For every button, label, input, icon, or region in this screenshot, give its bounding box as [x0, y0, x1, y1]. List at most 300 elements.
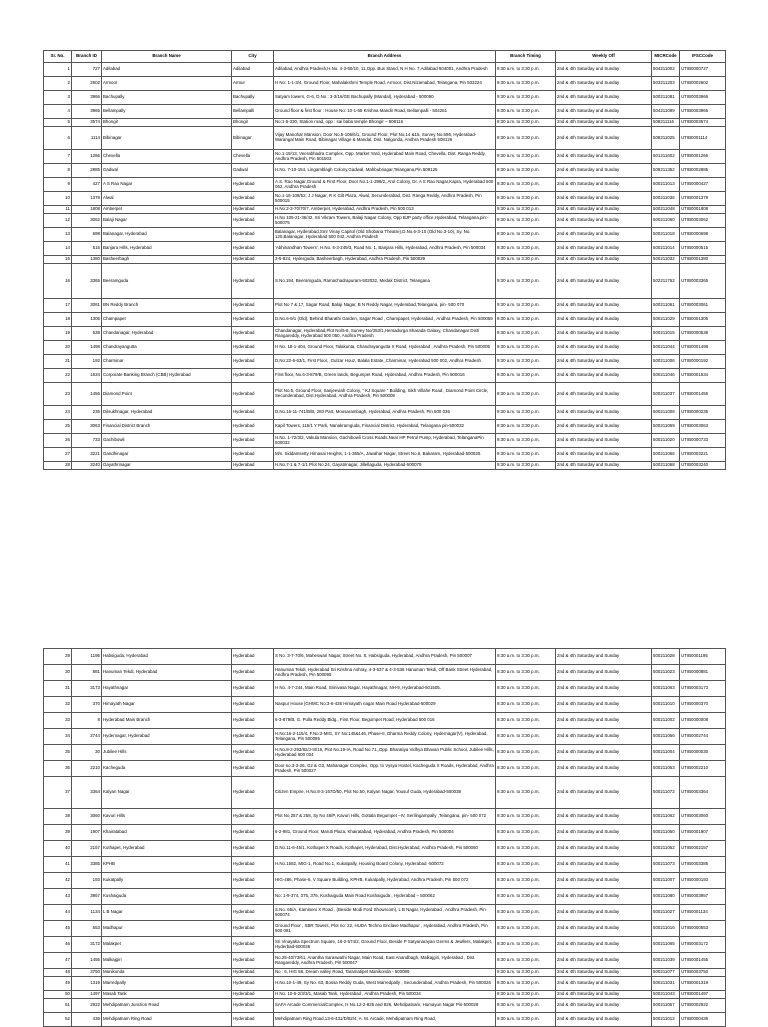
branch-address-cell: No:1-5-330, Station road, opp : sai baba temple Bhongir – 508116	[274, 119, 496, 127]
sr-no-cell: 47	[44, 953, 72, 969]
sr-no-cell: 45	[44, 921, 72, 937]
branch-address-cell: First floor, No.6-3-879/B, Green lands, Begumpet Road, Hyderabad, Andhra Pradesh, Pin 500016	[274, 369, 496, 383]
micr-code-cell: 500211044	[652, 341, 680, 355]
weekly-off-cell: 2nd & 4th Saturday and Sunday	[556, 420, 652, 434]
city-cell: Hyderabad	[232, 681, 274, 697]
branch-timing-cell: 9:30 a.m. to 3:30 p.m.	[496, 63, 556, 77]
weekly-off-cell: 2nd & 4th Saturday and Sunday	[556, 953, 652, 969]
sr-no-cell: 17	[44, 299, 72, 313]
sr-no-cell: 11	[44, 206, 72, 214]
branch-id-cell: 3063	[72, 420, 102, 434]
sr-no-cell: 28	[44, 462, 72, 470]
branch-id-cell: 436	[72, 1013, 102, 1027]
table-row	[44, 434, 726, 448]
branch-id-cell: 1497	[72, 991, 102, 999]
branch-id-cell: 2210	[72, 761, 102, 777]
weekly-off-cell: 2nd & 4th Saturday and Sunday	[556, 178, 652, 192]
micr-code-cell: 500211059	[652, 420, 680, 434]
city-cell: Hyderabad	[232, 264, 274, 299]
table-row	[44, 937, 726, 953]
micr-code-cell: 500211063	[652, 681, 680, 697]
branch-timing-cell: 9:30 a.m. to 3:30 p.m.	[496, 91, 556, 105]
sr-no-cell: 2	[44, 77, 72, 91]
branch-timing-cell: 9:30 a.m. to 3:30 p.m.	[496, 857, 556, 873]
micr-code-cell: 508211116	[652, 119, 680, 127]
branch-address-cell: Door no.3-3-26, G2 & G3, Mahanagar Complex, Opp. to Vysya Hostel, Kacheguda X Roads, Hyderabad, Andhra Pradesh, Pin 500027	[274, 761, 496, 777]
branch-name-cell: Bhongir	[102, 119, 232, 127]
micr-code-cell: 500211039	[652, 953, 680, 969]
branch-id-cell: 3957	[72, 889, 102, 905]
table-row	[44, 369, 726, 383]
branch-name-cell: Himayath Nagar	[102, 697, 232, 713]
weekly-off-cell: 2nd & 4th Saturday and Sunday	[556, 91, 652, 105]
table-row	[44, 63, 726, 77]
sr-no-cell: 30	[44, 665, 72, 681]
city-cell: Hyderabad	[232, 256, 274, 264]
ifsc-code-cell: UTIB0001498	[680, 341, 726, 355]
branch-timing-cell: 9:30 a.m. to 3:30 p.m.	[496, 264, 556, 299]
city-cell: Bachupally	[232, 91, 274, 105]
sr-no-cell: 31	[44, 681, 72, 697]
city-cell: Bhongir	[232, 119, 274, 127]
weekly-off-cell: 2nd & 4th Saturday and Sunday	[556, 697, 652, 713]
branch-timing-cell: 9:30 a.m. to 3:30 p.m.	[496, 665, 556, 681]
micr-code-cell: 500211031	[652, 977, 680, 991]
branch-address-cell: 6-3-879/B, G. Pulla Reddy Bldg., First Floor, Begumpet Road, Hyderabad 500 016	[274, 713, 496, 729]
branch-name-cell: Bellampally	[102, 105, 232, 119]
sr-no-cell: 8	[44, 164, 72, 178]
city-cell: Hyderabad	[232, 969, 274, 977]
city-cell: Hyderabad	[232, 921, 274, 937]
branch-name-cell: Alwal	[102, 192, 232, 206]
city-cell: Hyderabad	[232, 889, 274, 905]
sr-no-cell: 25	[44, 420, 72, 434]
weekly-off-cell: 2nd & 4th Saturday and Sunday	[556, 665, 652, 681]
branch-address-cell: Naspur House |GHMC No:3-6-436 Himayath nagar Main Road Hyderabad-500029	[274, 697, 496, 713]
ifsc-code-cell: UTIB0003221	[680, 448, 726, 462]
table-row	[44, 256, 726, 264]
table-row	[44, 242, 726, 256]
weekly-off-cell: 2nd & 4th Saturday and Sunday	[556, 999, 652, 1013]
micr-code-cell: 500211077	[652, 969, 680, 977]
ifsc-code-cell: UTIB0000193	[680, 873, 726, 889]
branch-id-cell: 881	[72, 665, 102, 681]
micr-code-cell: 500211036	[652, 192, 680, 206]
branch-address-cell: H.No.7-1 & 7-1/1 Plot No.24, Gayatrinagar, Jillellaguda, Hyderabad-500079	[274, 462, 496, 470]
branch-timing-cell: 9:30 a.m. to 3:30 p.m.	[496, 420, 556, 434]
branch-name-cell: Habsiguda, Hyderabad	[102, 649, 232, 665]
branch-timing-cell: 9:30 a.m. to 3:30 p.m.	[496, 327, 556, 341]
city-cell: Bellampalli	[232, 105, 274, 119]
micr-code-cell: 500211028	[652, 649, 680, 665]
table-row	[44, 462, 726, 470]
branch-name-cell: Banjara Hills, Hyderabad	[102, 242, 232, 256]
table-row	[44, 761, 726, 777]
branch-name-cell: Malkajgiri	[102, 953, 232, 969]
city-cell: Gadwal	[232, 164, 274, 178]
city-cell: Hyderabad	[232, 341, 274, 355]
city-cell: Hyderabad	[232, 462, 274, 470]
sr-no-cell: 4	[44, 105, 72, 119]
ifsc-code-cell: UTIB0000881	[680, 665, 726, 681]
sr-no-cell: 14	[44, 242, 72, 256]
branch-id-cell: 193	[72, 873, 102, 889]
table-row	[44, 313, 726, 327]
branch-name-cell: Mehdipatnam Ring Road	[102, 1013, 232, 1027]
micr-code-cell: 500211081	[652, 91, 680, 105]
weekly-off-cell: 2nd & 4th Saturday and Sunday	[556, 228, 652, 242]
table-row	[44, 873, 726, 889]
weekly-off-cell: 2nd & 4th Saturday and Sunday	[556, 761, 652, 777]
table-row	[44, 105, 726, 119]
branch-name-cell: A S Rao Nagar	[102, 178, 232, 192]
city-cell: Hyderabad	[232, 665, 274, 681]
city-cell: Hyderabad	[232, 434, 274, 448]
city-cell: Hyderabad	[232, 355, 274, 369]
branch-timing-cell: 9:30 a.m. to 3:30 p.m.	[496, 383, 556, 406]
sr-no-cell: 7	[44, 150, 72, 164]
ifsc-code-cell: UTIB0001305	[680, 313, 726, 327]
branch-name-cell: Corporate Banking Branch (CBB) Hyderabad	[102, 369, 232, 383]
weekly-off-cell: 2nd & 4th Saturday and Sunday	[556, 681, 652, 697]
table-row	[44, 681, 726, 697]
table-row	[44, 119, 726, 127]
branch-id-cell: 1455	[72, 953, 102, 969]
ifsc-code-cell: UTIB0001114	[680, 127, 726, 150]
ifsc-code-cell: UTIB0002885	[680, 164, 726, 178]
ifsc-code-cell: UTIB0002210	[680, 761, 726, 777]
branch-timing-cell: 9:30 a.m. to 3:30 p.m.	[496, 164, 556, 178]
micr-code-cell: 500211013	[652, 178, 680, 192]
sr-no-cell: 39	[44, 825, 72, 841]
branch-id-cell: 2922	[72, 999, 102, 1013]
table-row	[44, 214, 726, 228]
branch-name-cell: L B Nagar	[102, 905, 232, 921]
micr-code-cell: 500211065	[652, 937, 680, 953]
branch-timing-cell: 9:30 a.m. to 3:30 p.m.	[496, 697, 556, 713]
branch-name-cell: Kushaiguda	[102, 889, 232, 905]
branch-id-cell: 1498	[72, 341, 102, 355]
sr-no-cell: 24	[44, 406, 72, 420]
table-row	[44, 299, 726, 313]
branch-id-cell: 1907	[72, 825, 102, 841]
branch-name-cell: Balaji Nagar	[102, 214, 232, 228]
ifsc-code-cell: UTIB0003365	[680, 264, 726, 299]
branch-name-cell: Chandanagar, Hyderabad	[102, 327, 232, 341]
weekly-off-cell: 2nd & 4th Saturday and Sunday	[556, 825, 652, 841]
branch-name-cell: Armoor	[102, 77, 232, 91]
weekly-off-cell: 2nd & 4th Saturday and Sunday	[556, 777, 652, 809]
branch-address-cell: H.No:2-3-70/70/7, Amberpet, Hyderabad, Andhra Pradesh, Pin 500 013	[274, 206, 496, 214]
ifsc-code-cell: UTIB0000008	[680, 713, 726, 729]
weekly-off-cell: 2nd & 4th Saturday and Sunday	[556, 242, 652, 256]
sr-no-cell: 5	[44, 119, 72, 127]
ifsc-code-cell: UTIB0003750	[680, 969, 726, 977]
city-cell: Hyderabad	[232, 841, 274, 857]
ifsc-code-cell: UTIB0003966	[680, 91, 726, 105]
micr-code-cell: 500211014	[652, 242, 680, 256]
branch-address-cell: Plot No 7 & 17, Sagar Road, Balaji Nagar, B N Reddy Nagar, Hyderabad,Telangana, pin- 500 070	[274, 299, 496, 313]
micr-code-cell: 500211043	[652, 991, 680, 999]
micr-code-cell: 500211016	[652, 921, 680, 937]
branch-name-cell: Gayathrinagar	[102, 462, 232, 470]
city-cell: Hyderabad	[232, 420, 274, 434]
sr-no-cell: 19	[44, 327, 72, 341]
weekly-off-cell: 2nd & 4th Saturday and Sunday	[556, 729, 652, 745]
city-cell: Hyderabad	[232, 327, 274, 341]
weekly-off-cell: 2nd & 4th Saturday and Sunday	[556, 841, 652, 857]
city-cell: Hyderabad	[232, 214, 274, 228]
micr-code-cell: 500211007	[652, 873, 680, 889]
branch-id-cell: 727	[72, 63, 102, 77]
branch-timing-cell: 9:30 a.m. to 3:30 p.m.	[496, 214, 556, 228]
micr-code-cell: 500211027	[652, 905, 680, 921]
city-cell: Bibinagar	[232, 127, 274, 150]
sr-no-cell: 6	[44, 127, 72, 150]
branch-address-cell: Balanagar, Hyderabad,Smr Vinay Capitol (Old Shobana Theatre),D.No.6-3-10 (Old No.3-10), Sy. No. 120,Balanagar, Hyderabad 500 042, Andhra Pradesh	[274, 228, 496, 242]
weekly-off-cell: 2nd & 4th Saturday and Sunday	[556, 105, 652, 119]
branch-timing-cell: 9:30 a.m. to 3:30 p.m.	[496, 150, 556, 164]
sr-no-cell: 22	[44, 369, 72, 383]
branch-name-cell: Gachibowli	[102, 434, 232, 448]
branch-id-cell: 1195	[72, 649, 102, 665]
sr-no-cell: 26	[44, 434, 72, 448]
branch-address-cell: H.No. 7-10-154, Lingamblagh Colony,Gadwal, Mahbubnagar,Telangana,Pin 509125	[274, 164, 496, 178]
sr-no-cell: 43	[44, 889, 72, 905]
branch-id-cell: 538	[72, 327, 102, 341]
branch-id-cell: 1380	[72, 256, 102, 264]
table-row	[44, 745, 726, 761]
branch-id-cell: 2744	[72, 729, 102, 745]
branch-name-cell: Gadwal	[102, 164, 232, 178]
micr-code-cell: 500211008	[652, 406, 680, 420]
branch-id-cell: 515	[72, 242, 102, 256]
branch-id-cell: 3060	[72, 809, 102, 825]
weekly-off-cell: 2nd & 4th Saturday and Sunday	[556, 341, 652, 355]
branch-id-cell: 3221	[72, 448, 102, 462]
table-row	[44, 777, 726, 809]
city-cell: Hyderabad	[232, 825, 274, 841]
branch-address-cell: No.1-16-108/52, J J Nagar, R K Gilt Plaza, Alwal, Secunderabad, Dist. Ranga Reddy, Andhra Pradesh, Pin 500015	[274, 192, 496, 206]
branch-name-cell: Malakpet	[102, 937, 232, 953]
city-cell: Hyderabad	[232, 777, 274, 809]
ifsc-code-cell: UTIB0000370	[680, 697, 726, 713]
branch-address-cell: H No. 10-5-2/3/3/1, Masab Tank, Hyderabad , Andhra Pradesh, Pin 500034	[274, 991, 496, 999]
branch-name-cell: KPHB	[102, 857, 232, 873]
branch-id-cell: 370	[72, 697, 102, 713]
branch-id-cell: 1305	[72, 313, 102, 327]
ifsc-code-cell: UTIB0000427	[680, 178, 726, 192]
table-row	[44, 264, 726, 299]
branch-name-cell: Hayathnagar	[102, 681, 232, 697]
table-row	[44, 999, 726, 1013]
branch-name-cell: Masab Tank	[102, 991, 232, 999]
branch-name-cell: Marredpally	[102, 977, 232, 991]
city-cell: Hyderabad	[232, 937, 274, 953]
branch-id-cell: 3750	[72, 969, 102, 977]
branch-name-cell: Kavuri Hills	[102, 809, 232, 825]
branch-address-cell: H.No.1582, MIG-1, Road No.1, Kukatpally, Housing Board Colony, Hyderabad -500072	[274, 857, 496, 873]
micr-code-cell: 500211006	[652, 355, 680, 369]
weekly-off-cell: 2nd & 4th Saturday and Sunday	[556, 406, 652, 420]
city-cell: Hyderabad	[232, 383, 274, 406]
ifsc-code-cell: UTIB0001808	[680, 206, 726, 214]
table-row	[44, 127, 726, 150]
micr-code-cell: 500211052	[652, 841, 680, 857]
weekly-off-cell: 2nd & 4th Saturday and Sunday	[556, 299, 652, 313]
weekly-off-cell: 2nd & 4th Saturday and Sunday	[556, 745, 652, 761]
branch-name-cell: Balanagar, Hyderabad	[102, 228, 232, 242]
weekly-off-cell: 2nd & 4th Saturday and Sunday	[556, 969, 652, 977]
sr-no-cell: 16	[44, 264, 72, 299]
micr-code-cell: 500211080	[652, 889, 680, 905]
micr-code-cell: 500211015	[652, 327, 680, 341]
micr-code-cell: 500211060	[652, 214, 680, 228]
ifsc-code-cell: UTIB0003240	[680, 462, 726, 470]
weekly-off-cell: 2nd & 4th Saturday and Sunday	[556, 119, 652, 127]
micr-code-cell: 501211602	[652, 150, 680, 164]
branch-address-cell: S.No.194, Beeramguda, Ramachadrapuram-502032, Medak District, Telangana	[274, 264, 496, 299]
branch-name-cell: Madhapur	[102, 921, 232, 937]
weekly-off-cell: 2nd & 4th Saturday and Sunday	[556, 192, 652, 206]
sr-no-cell: 21	[44, 355, 72, 369]
branch-address-cell: Mehdipatnam Ring Road,13-6-431/D/82/4, A. M. Arcade, Mehdipatnam Ring Road,	[274, 1013, 496, 1027]
branch-address-cell: Ground floor & first floor : House No: 10-1-65 Krishna Mandir Road, Bellampalli - 504251	[274, 105, 496, 119]
city-cell: Hyderabad	[232, 697, 274, 713]
branch-name-cell: Kalyan Nagar	[102, 777, 232, 809]
branch-name-cell: Hanuman Tekdi, Hyderabad	[102, 665, 232, 681]
weekly-off-cell: 2nd & 4th Saturday and Sunday	[556, 889, 652, 905]
weekly-off-cell: 2nd & 4th Saturday and Sunday	[556, 214, 652, 228]
weekly-off-cell: 2nd & 4th Saturday and Sunday	[556, 150, 652, 164]
branch-timing-cell: 9:30 a.m. to 3:30 p.m.	[496, 119, 556, 127]
ifsc-code-cell: UTIB0003965	[680, 105, 726, 119]
weekly-off-cell: 2nd & 4th Saturday and Sunday	[556, 873, 652, 889]
city-cell: Hyderabad	[232, 905, 274, 921]
branch-name-cell: Manikonda	[102, 969, 232, 977]
weekly-off-cell: 2nd & 4th Saturday and Sunday	[556, 809, 652, 825]
branch-timing-cell: 9:30 a.m. to 3:30 p.m.	[496, 713, 556, 729]
sr-no-cell: 35	[44, 745, 72, 761]
branch-address-cell: No.25-40/73/61, Anantha Saraswathi Nagar, Main Road, East Anandbagh, Malkajgiri, Hyderabad , Dist. Rangareddy, Andhra Pradesh, Pin 500047	[274, 953, 496, 969]
micr-code-cell: 500211010	[652, 697, 680, 713]
branch-timing-cell: 9:30 a.m. to 3:30 p.m.	[496, 809, 556, 825]
ifsc-code-cell: UTIB0001455	[680, 953, 726, 969]
weekly-off-cell: 2nd & 4th Saturday and Sunday	[556, 448, 652, 462]
ifsc-code-cell: UTIB0002744	[680, 729, 726, 745]
sr-no-cell: 34	[44, 729, 72, 745]
branch-id-cell: 553	[72, 921, 102, 937]
branch-name-cell: Champapet	[102, 313, 232, 327]
branch-address-cell: M/s. Siddamsetty Himasai Heights, 1-1-365/A, Jawahar Nagar, Street No.6, Bakaram, Hyderabad-500020.	[274, 448, 496, 462]
branch-address-cell: S No. 3-7-70/6, Maheswari Nagar, Street No. 8, Habsiguda, Hyderabad, Andhra Pradesh, Pin 500007	[274, 649, 496, 665]
sr-no-cell: 49	[44, 977, 72, 991]
ifsc-code-cell: UTIB0000515	[680, 242, 726, 256]
ifsc-code-cell: UTIB0001456	[680, 383, 726, 406]
sr-no-cell: 42	[44, 873, 72, 889]
branch-timing-cell: 9:30 a.m. to 3:30 p.m.	[496, 841, 556, 857]
column-header: City	[232, 51, 274, 63]
branch-id-cell: 3364	[72, 777, 102, 809]
weekly-off-cell: 2nd & 4th Saturday and Sunday	[556, 921, 652, 937]
micr-code-cell: 508211025	[652, 127, 680, 150]
branch-id-cell: 3966	[72, 91, 102, 105]
column-header: Branch Name	[102, 51, 232, 63]
sr-no-cell: 44	[44, 905, 72, 921]
branch-name-cell: Chandrayangutta	[102, 341, 232, 355]
branch-address-cell: Citizen Empire, H.No.8-3-167D/50, Plot No.50, Kalyan Nagar, Yousuf Guda, Hyderabad-500038	[274, 777, 496, 809]
ifsc-code-cell: UTIB0001195	[680, 649, 726, 665]
table-row	[44, 991, 726, 999]
branch-id-cell: 3062	[72, 214, 102, 228]
sr-no-cell: 51	[44, 999, 72, 1013]
weekly-off-cell: 2nd & 4th Saturday and Sunday	[556, 77, 652, 91]
weekly-off-cell: 2nd & 4th Saturday and Sunday	[556, 369, 652, 383]
branch-address-cell: Vijay Manohar Mansion, Door No.5-105/6/1, Ground Floor, Plot No.14 &15, Survey No.596, Hyderabad-Warangal Main Road, Bibinagar Village & Mandal, Dist. Nalgonda, Andhra Pradesh 508126	[274, 127, 496, 150]
weekly-off-cell: 2nd & 4th Saturday and Sunday	[556, 127, 652, 150]
weekly-off-cell: 2nd & 4th Saturday and Sunday	[556, 327, 652, 341]
branch-address-cell: H.No.8-2-293/82/J-III/19, Plot No.19-IA, Road No.71,,Opp. Bharatiya Vidhya Bhavan Public School, Jubilee Hills, Hyderabad 500 034	[274, 745, 496, 761]
branch-address-cell: D.No:22-6-63/1, First Floor, ,Gulzar Houz, Balala Estate,,Charminar, Hyderabad 500 002, Andhra Pradesh	[274, 355, 496, 369]
branch-id-cell: 3240	[72, 462, 102, 470]
table-row	[44, 383, 726, 406]
table-row	[44, 977, 726, 991]
branch-timing-cell: 9:30 a.m. to 3:30 p.m.	[496, 206, 556, 214]
table-row	[44, 729, 726, 745]
micr-code-cell: 500211061	[652, 299, 680, 313]
branch-address-cell: No: 1-9-374, 375, 376, Kushaiguda Main Road Kushaiguda , Hyderabad – 500062	[274, 889, 496, 905]
page-2	[43, 648, 725, 1027]
weekly-off-cell: 2nd & 4th Saturday and Sunday	[556, 313, 652, 327]
branch-name-cell: Beeramguda	[102, 264, 232, 299]
sr-no-cell: 38	[44, 809, 72, 825]
branch-id-cell: 3385	[72, 857, 102, 873]
branch-timing-cell: 9:30 a.m. to 3:30 p.m.	[496, 299, 556, 313]
branch-name-cell: Kacheguda	[102, 761, 232, 777]
branch-timing-cell: 9:30 a.m. to 3:30 p.m.	[496, 681, 556, 697]
table-row	[44, 164, 726, 178]
branch-id-cell: 3061	[72, 299, 102, 313]
city-cell: Hyderabad	[232, 228, 274, 242]
city-cell: Hyderabad	[232, 809, 274, 825]
table-row	[44, 341, 726, 355]
city-cell: Hyderabad	[232, 299, 274, 313]
city-cell: Hyderabad	[232, 873, 274, 889]
branch-name-cell: Chevella	[102, 150, 232, 164]
ifsc-code-cell: UTIB0001378	[680, 192, 726, 206]
city-cell: Hyderabad	[232, 206, 274, 214]
branch-timing-cell: 9:30 a.m. to 3:30 p.m.	[496, 953, 556, 969]
branch-name-cell: Hydernagar, Hyderabad	[102, 729, 232, 745]
branch-address-cell: D.No.11-6-45/1, Kothapet X Roads, Kothapet, Hyderabad, Dist.Hyderabad, Andhra Pradesh, Pin 500060	[274, 841, 496, 857]
branch-timing-cell: 9:30 a.m. to 3:30 p.m.	[496, 228, 556, 242]
branch-id-cell: 1634	[72, 369, 102, 383]
weekly-off-cell: 2nd & 4th Saturday and Sunday	[556, 264, 652, 299]
micr-code-cell: 500211029	[652, 313, 680, 327]
ifsc-code-cell: UTIB0001497	[680, 991, 726, 999]
branch-timing-cell: 9:30 a.m. to 3:30 p.m.	[496, 313, 556, 327]
table-row	[44, 150, 726, 164]
ifsc-code-cell: UTIB0003172	[680, 937, 726, 953]
table-row	[44, 713, 726, 729]
sr-no-cell: 20	[44, 341, 72, 355]
city-cell: Armur	[232, 77, 274, 91]
weekly-off-cell: 2nd & 4th Saturday and Sunday	[556, 355, 652, 369]
table-row	[44, 825, 726, 841]
branch-timing-cell: 9:30 a.m. to 3:30 p.m.	[496, 873, 556, 889]
sr-no-cell: 23	[44, 383, 72, 406]
micr-code-cell: 500211066	[652, 448, 680, 462]
